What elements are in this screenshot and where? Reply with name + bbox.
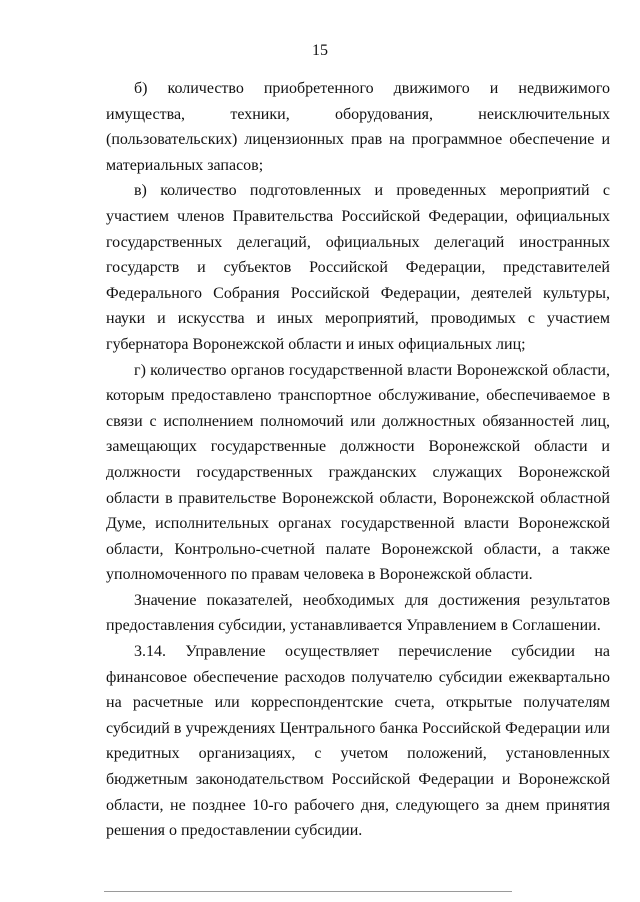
paragraph-g: г) количество органов государственной власти Воронежской области, которым предоставлено транспортное обслуживание, обеспечиваемое в связи с исполнением полномочий или должностных обязанностей лиц, замещающих государственные должности Воронежской области и должности государственных гражданских служащих Воронежской области в правительстве Воронежской области, Воронежской областной Думе, исполнительных органах государственной власти Воронежской области, Контрольно-счетной палате Воронежской области, а также уполномоченного по правам человека в Воронежской области. [106,361,610,584]
document-body [106,76,610,844]
paragraph-v: в) количество подготовленных и проведенных мероприятий с участием членов Правительства Российской Федерации, официальных государственных делегаций, официальных делегаций иностранных государств и субъектов Российской Федерации, представителей Федерального Собрания Российской Федерации, деятелей культуры, науки и искусства и иных мероприятий, проводимых с участием губернатора Воронежской области и иных официальных лиц; [106,182,610,353]
paragraph-3-14: 3.14. Управление осуществляет перечисление субсидии на финансовое обеспечение расходов получателю субсидии ежеквартально на расчетные или корреспондентские счета, открытые получателям субсидий в учреждениях Центрального банка Российской Федерации или кредитных организациях, с учетом положений, установленных бюджетным законодательством Российской Федерации и Воронежской области, не позднее 10-го рабочего дня, следующего за днем принятия решения о предоставлении субсидии. [106,643,610,840]
page-number: 15 [312,42,328,59]
paragraph-b: б) количество приобретенного движимого и недвижимого имущества, техники, оборудования, неисключительных (пользовательских) лицензионных прав на программное обеспечение и материальных запасов; [106,80,610,174]
paragraph-indicators: Значение показателей, необходимых для достижения результатов предоставления субсидии, устанавливается Управлением в Соглашении. [106,591,610,635]
page-bottom-edge [104,891,512,892]
